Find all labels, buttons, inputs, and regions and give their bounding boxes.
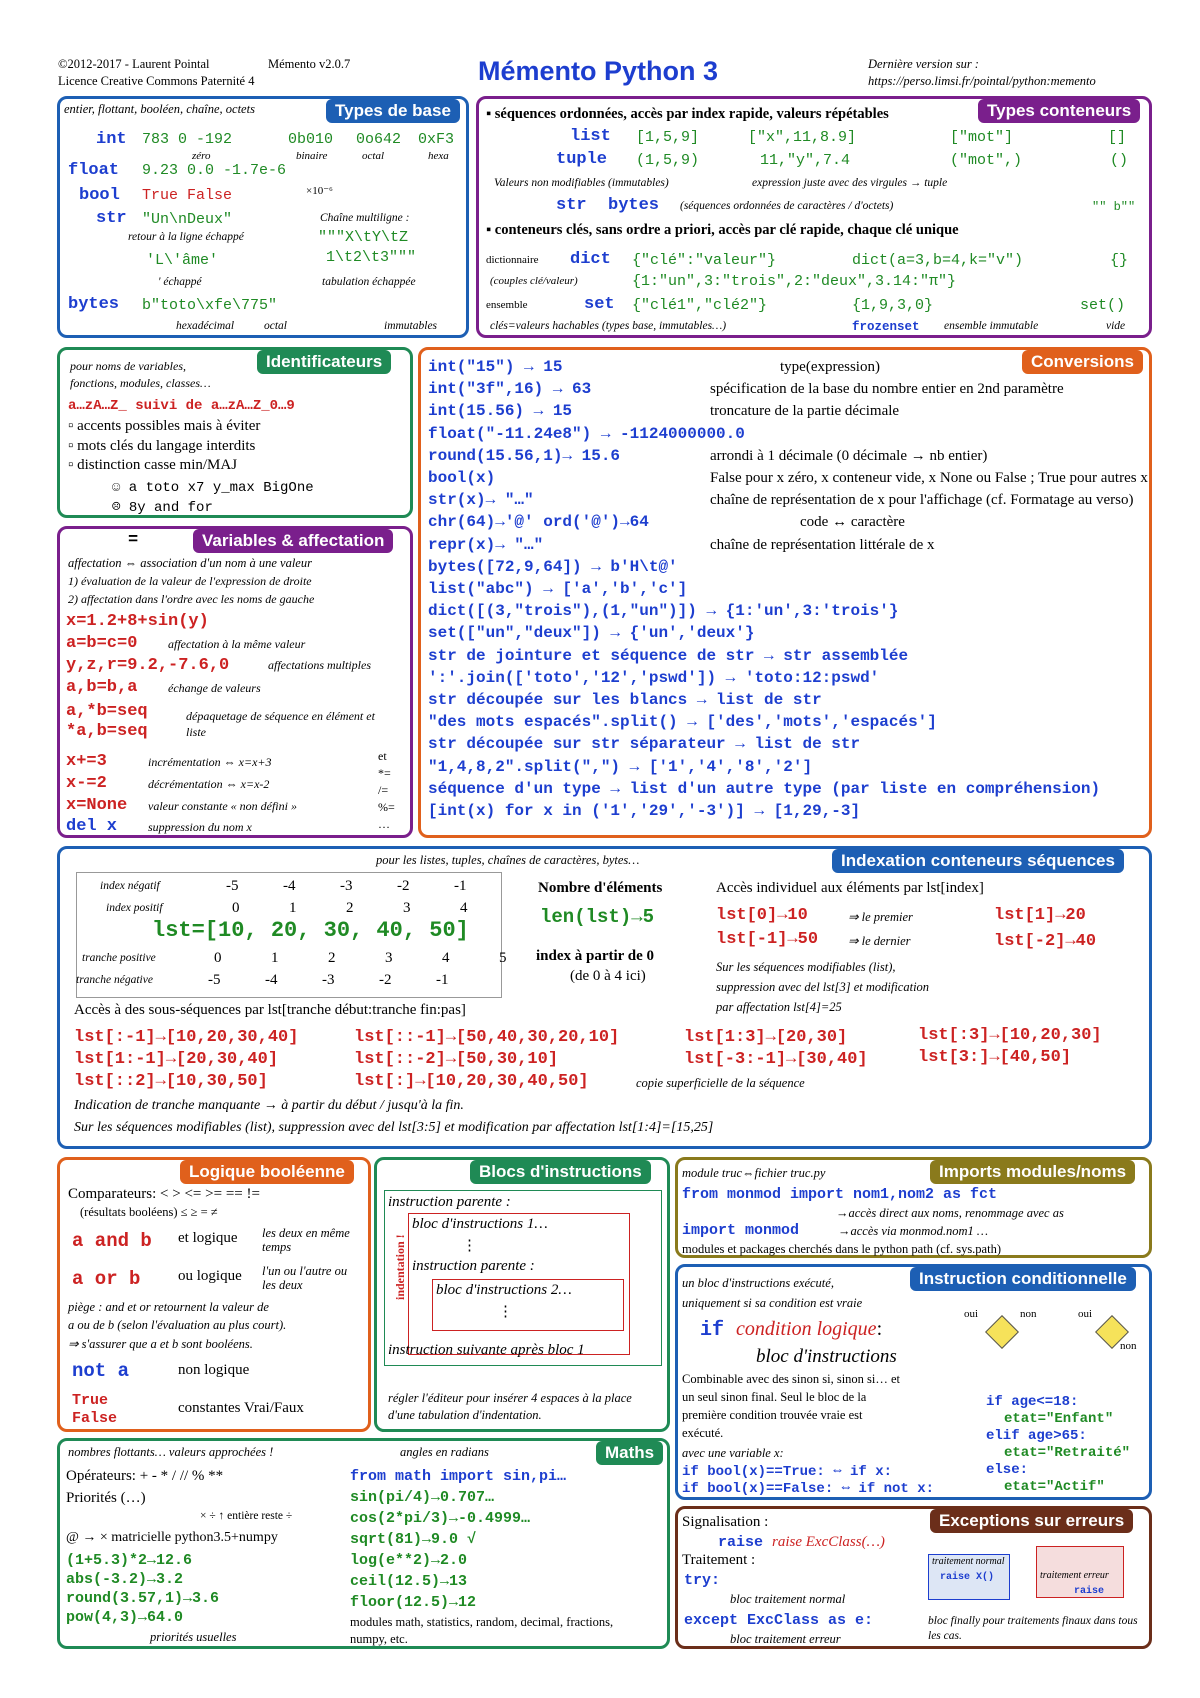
cond-variable-note: avec une variable x: — [682, 1446, 784, 1460]
division-note: × ÷ ↑ entière reste ÷ — [200, 1510, 293, 1522]
math-cos: cos(2*pi/3)→-0.4999… — [350, 1510, 531, 1527]
conversion-code-19: séquence d'un type → list d'un autre type (par liste en compréhension) — [428, 779, 1101, 798]
cond-note-2: uniquement si sa condition est vraie — [682, 1296, 863, 1310]
comparators-results: (résultats booléens) ≤ ≥ = ≠ — [80, 1205, 218, 1219]
int-binary: 0b010 — [288, 131, 334, 148]
dict-example-1: {"clé":"valeur"} — [632, 252, 777, 269]
frozenset-note: ensemble immutable — [944, 320, 1039, 332]
multiline-value-1: """X\tY\tZ — [318, 229, 409, 246]
math-modules: modules math, statistics, random, decimal, fractions, numpy, etc. — [350, 1615, 614, 1646]
types-conteneurs-title: Types conteneurs — [978, 99, 1140, 123]
pos-row-cell-1: 1 — [289, 900, 297, 916]
var-code-8: x-=2 — [66, 774, 107, 793]
flow-yes-1: oui — [964, 1308, 979, 1320]
cond-false-equiv: if bool(x)==False: ⇔ if not x: — [682, 1481, 935, 1497]
import-from: from monmod import nom1,nom2 as fct — [682, 1186, 998, 1203]
example-if: if age<=18: — [986, 1394, 1079, 1410]
conversion-code-8: repr(x)→ "…" — [428, 535, 544, 554]
blocs-title: Blocs d'instructions — [470, 1160, 651, 1184]
negative-slice-label: tranche négative — [76, 974, 153, 986]
example-retired: etat="Retraité" — [1004, 1445, 1131, 1461]
cond-true-equiv: if bool(x)==True: ⇔ if x: — [682, 1464, 893, 1480]
conversion-note-7: code ↔ caractère — [800, 514, 905, 531]
editor-tip: régler l'éditeur pour insérer 4 espaces à la place d'une tabulation d'indentation. — [388, 1391, 632, 1422]
dict-example-2: dict(a=3,b=4,k="v") — [852, 252, 1024, 269]
non-modifiable-note: Valeurs non modifiables (immutables) — [494, 177, 669, 189]
multiline-note: tabulation échappée — [322, 276, 416, 288]
missing-slice-note: Indication de tranche manquante → à partir du début / jusqu'à la fin. — [74, 1098, 464, 1113]
set-example-1: {"clé1","clé2"} — [632, 297, 768, 314]
neg-row-cell-4: -1 — [454, 878, 467, 894]
bytes-value: b"toto\xfe\775" — [142, 297, 278, 314]
block-2: bloc d'instructions 2… — [436, 1282, 572, 1298]
conversion-code-5: bool(x) — [428, 469, 496, 487]
tuple-expression-note: expression juste avec des virgules → tuple — [752, 177, 948, 189]
label-zero: zéro — [192, 150, 211, 162]
label-octal: octal — [362, 150, 384, 162]
int-values: 783 0 -192 — [142, 131, 233, 148]
slice-4: lst[:3]→[10,20,30] — [918, 1026, 1102, 1045]
logique-title: Logique booléenne — [180, 1160, 354, 1184]
var-note-del: suppression du nom x — [148, 820, 252, 834]
slice-10: lst[:]→[10,20,30,40,50] — [354, 1072, 589, 1091]
conversion-code-6: str(x)→ "…" — [428, 491, 534, 510]
list-example-2: ["x",11,8.9] — [748, 129, 857, 146]
access-last: lst[-1]→50 — [716, 930, 819, 949]
types-base-title: Types de base — [326, 99, 460, 123]
var-note-3: 2) affectation dans l'ordre avec les noms de gauche — [68, 592, 315, 606]
cond-combine-2: un seul sinon final. Seul le bloc de la — [682, 1390, 867, 1404]
str-value-1: "Un\nDeux" — [142, 211, 233, 228]
len-example: len(lst)→5 — [540, 906, 655, 928]
bytes-container-keyword: bytes — [608, 196, 660, 215]
trap-note-2: a ou de b (selon l'évaluation au plus court). — [68, 1318, 287, 1332]
var-code-10: del x — [66, 817, 118, 836]
int-keyword: int — [96, 130, 127, 149]
conversion-code-2: int(15.56) → 15 — [428, 402, 573, 421]
conversion-note-4: arrondi à 1 décimale (0 décimale → nb entier) — [710, 447, 988, 464]
count-heading: Nombre d'éléments — [538, 880, 663, 896]
var-code-7: x+=3 — [66, 752, 107, 771]
next-instruction: instruction suivante après bloc 1 — [388, 1342, 585, 1358]
ident-rule: a…zA…Z_ suivi de a…zA…Z_0…9 — [68, 398, 295, 414]
latest-url[interactable]: https://perso.limsi.fr/pointal/python:memento — [868, 74, 1096, 88]
tp-row-cell-4: 4 — [442, 950, 450, 966]
matmul-note: @ → × matricielle python3.5+numpy — [66, 1530, 278, 1545]
sequences-heading: ▪ séquences ordonnées, accès par index rapide, valeurs répétables — [486, 106, 889, 122]
tuple-example-1: (1,5,9) — [636, 152, 700, 169]
float-approx-note: nombres flottants… valeurs approchées ! — [68, 1445, 274, 1459]
comparators: Comparateurs: < > <= >= == != — [68, 1186, 260, 1202]
and-example: a and b — [72, 1230, 152, 1252]
constants-label: constantes Vrai/Faux — [178, 1400, 304, 1416]
flow-yes-2: oui — [1078, 1308, 1093, 1320]
conversion-note-5: False pour x zéro, x conteneur vide, x None ou False ; True pour autres x — [710, 470, 1148, 486]
math-import: from math import sin,pi… — [350, 1468, 567, 1485]
bytes-keyword: bytes — [68, 295, 120, 314]
radians-note: angles en radians — [400, 1445, 489, 1459]
cond-combine-3: première condition trouvée vraie est — [682, 1408, 863, 1422]
mutable-slice-note: Sur les séquences modifiables (list), suppression avec del lst[3:5] et modification par affectation lst[1:4]=[15,25] — [74, 1120, 714, 1135]
positive-index-label: index positif — [106, 902, 163, 914]
float-values: 9.23 0.0 -1.7e-6 — [142, 162, 287, 179]
var-note-same-value: affectation à la même valeur — [168, 637, 306, 651]
ident-rule-accents: ▫ accents possibles mais à éviter — [68, 418, 261, 434]
int-hexa: 0xF3 — [418, 131, 455, 148]
set-example-3: set() — [1080, 297, 1126, 314]
neg-row-cell-2: -3 — [340, 878, 353, 894]
bytes-note-oct: octal — [264, 320, 287, 332]
flow-no-2: non — [1120, 1340, 1137, 1352]
conversion-code-20: [int(x) for x in ('1','29','-3')] → [1,29,-3] — [428, 802, 861, 820]
subsequence-heading: Accès à des sous-séquences par lst[tranche début:tranche fin:pas] — [74, 1002, 466, 1018]
str-container-keyword: str — [556, 196, 587, 215]
indexation-note: pour les listes, tuples, chaînes de caractères, bytes… — [376, 853, 640, 867]
math-example-3: round(3.57,1)→3.6 — [66, 1590, 220, 1607]
math-sin: sin(pi/4)→0.707… — [350, 1489, 495, 1506]
keys-heading: ▪ conteneurs clés, sans ordre a priori, accès par clé rapide, chaque clé unique — [486, 222, 959, 238]
true-constant: True — [72, 1392, 109, 1409]
access-last-note: ⇒ le dernier — [848, 934, 911, 948]
conversion-code-18: "1,4,8,2".split(",") → ['1','4','8','2'] — [428, 757, 813, 776]
example-elif: elif age>65: — [986, 1428, 1087, 1444]
bool-keyword: bool — [79, 186, 120, 205]
neg-row-cell-1: -4 — [283, 878, 296, 894]
tn-row-cell-0: -5 — [208, 972, 221, 988]
conversion-code-17: str découpée sur str séparateur → list de str — [428, 735, 861, 754]
hashable-note: clés=valeurs hachables (types base, immutables…) — [490, 320, 727, 332]
mutable-note-2: suppression avec del lst[3] et modification — [716, 980, 930, 994]
slice-copy-note: copie superficielle de la séquence — [636, 1076, 805, 1090]
try-keyword: try: — [684, 1572, 721, 1589]
tuple-example-4: () — [1110, 152, 1129, 169]
if-syntax: if condition logique: — [700, 1318, 883, 1342]
conversion-code-14: ':'.join(['toto','12','pswd']) → 'toto:12:pswd' — [428, 668, 880, 687]
lst-definition: lst=[10, 20, 30, 40, 50] — [152, 918, 469, 943]
bytes-note-hex: hexadécimal — [176, 320, 235, 332]
tp-row-cell-5: 5 — [499, 950, 507, 966]
mutable-note-3: par affectation lst[4]=25 — [716, 1000, 842, 1014]
tn-row-cell-1: -4 — [265, 972, 278, 988]
list-keyword: list — [570, 127, 611, 146]
false-constant: False — [72, 1410, 118, 1427]
pos-row-cell-3: 3 — [403, 900, 411, 916]
conversion-note-1: spécification de la base du nombre entier en 2nd paramètre — [710, 381, 1064, 398]
str-value-2: 'L\'âme' — [146, 252, 219, 269]
list-example-3: ["mot"] — [950, 129, 1014, 146]
conversion-note-6: chaîne de représentation de x pour l'affichage (cf. Formatage au verso) — [710, 492, 1134, 509]
str-note-2: ' échappé — [158, 276, 202, 288]
trap-note-3: ⇒ s'assurer que a et b sont booléens. — [68, 1337, 253, 1351]
import-module-note: →accès via monmod.nom1 … — [838, 1224, 988, 1238]
error-block: bloc traitement erreur — [730, 1632, 841, 1646]
access-first: lst[0]→10 — [716, 906, 808, 925]
python-path-note: modules et packages cherchés dans le python path (cf. sys.path) — [682, 1242, 1001, 1256]
licence: Licence Creative Commons Paternité 4 — [58, 74, 255, 88]
raise-syntax: raise raise ExcClass(…) — [718, 1534, 885, 1551]
var-code-9: x=None — [66, 796, 128, 815]
set-keyword: set — [584, 295, 615, 314]
types-base-note: entier, flottant, booléen, chaîne, octets — [64, 102, 255, 116]
maths-title: Maths — [596, 1441, 663, 1465]
var-code-3: y,z,r=9.2,-7.6,0 — [66, 656, 230, 675]
ident-bad-examples: ☹ 8y and for — [112, 500, 213, 516]
ident-good-examples: ☺ a toto x7 y_max BigOne — [112, 480, 314, 496]
slice-3: lst[1:3]→[20,30] — [684, 1028, 848, 1047]
or-example: a or b — [72, 1268, 141, 1290]
page-title: Mémento Python 3 — [478, 56, 719, 86]
conversion-code-16: "des mots espacés".split() → ['des','mots','espacés'] — [428, 713, 937, 732]
conversion-note-2: troncature de la partie décimale — [710, 403, 900, 420]
frozenset-keyword: frozenset — [852, 320, 920, 334]
math-sqrt: sqrt(81)→9.0 √ — [350, 1531, 477, 1548]
var-code-6: *a,b=seq — [66, 722, 148, 741]
slice-1: lst[:-1]→[10,20,30,40] — [74, 1028, 299, 1047]
or-note: l'un ou l'autre ou les deux — [262, 1264, 348, 1292]
diagram-raise-2: raise — [1074, 1586, 1105, 1597]
tp-row-cell-1: 1 — [271, 950, 279, 966]
var-code-2: a=b=c=0 — [66, 634, 138, 653]
conversion-code-4: round(15.56,1)→ 15.6 — [428, 446, 621, 465]
tuple-example-2: 11,"y",7.4 — [760, 152, 851, 169]
var-note-swap: échange de valeurs — [168, 681, 261, 695]
normal-block: bloc traitement normal — [730, 1592, 846, 1606]
not-label: non logique — [178, 1362, 250, 1378]
block-1-ellipsis: ⋮ — [462, 1238, 477, 1254]
conditionnelle-title: Instruction conditionnelle — [910, 1267, 1136, 1291]
slice-6: lst[::-2]→[50,30,10] — [354, 1050, 559, 1069]
var-code-4: a,b=b,a — [66, 678, 138, 697]
block-2-ellipsis: ⋮ — [498, 1304, 513, 1320]
conversion-code-1: int("3f",16) → 63 — [428, 380, 592, 399]
label-hexa: hexa — [428, 150, 449, 162]
tp-row-cell-3: 3 — [385, 950, 393, 966]
import-module: import monmod — [682, 1222, 800, 1239]
conversion-note-8: chaîne de représentation littérale de x — [710, 536, 935, 553]
conversion-code-9: bytes([72,9,64]) → b'H\t@' — [428, 557, 678, 576]
slice-7: lst[-3:-1]→[30,40] — [684, 1050, 868, 1069]
multiline-value-2: 1\t2\t3""" — [326, 249, 417, 266]
cond-combine-4: exécuté. — [682, 1426, 724, 1440]
math-example-1: (1+5.3)*2→12.6 — [66, 1552, 193, 1569]
var-note-2: 1) évaluation de la valeur de l'expression de droite — [68, 574, 312, 588]
index-range-note: (de 0 à 4 ici) — [570, 968, 646, 984]
operators: Opérateurs: + - * / // % ** — [66, 1468, 224, 1484]
dict-example-4: {1:"un",3:"trois",2:"deux",3.14:"π"} — [632, 273, 957, 290]
ident-rule-case: ▫ distinction casse min/MAJ — [68, 457, 238, 473]
example-active: etat="Actif" — [1004, 1479, 1105, 1495]
var-code-1: x=1.2+8+sin(y) — [66, 612, 209, 631]
diagram-normal-label: traitement normal — [932, 1556, 1005, 1567]
copyright: ©2012-2017 - Laurent Pointal — [58, 57, 210, 71]
example-else: else: — [986, 1462, 1029, 1478]
access-second-last: lst[-2]→40 — [994, 932, 1097, 951]
indentation-label: indentation ! — [393, 1234, 407, 1300]
list-example-1: [1,5,9] — [636, 129, 700, 146]
flow-no-1: non — [1020, 1308, 1037, 1320]
index-from-zero: index à partir de 0 — [536, 948, 655, 964]
individual-access-heading: Accès individuel aux éléments par lst[index] — [716, 880, 984, 896]
access-second: lst[1]→20 — [994, 906, 1086, 925]
block-1: bloc d'instructions 1… — [412, 1216, 548, 1232]
positive-slice-label: tranche positive — [82, 952, 156, 964]
ident-note-1: pour noms de variables, — [70, 359, 186, 373]
signal-label: Signalisation : — [682, 1514, 769, 1530]
latest-label: Dernière version sur : — [868, 57, 979, 71]
conversion-code-7: chr(64)→'@' ord('@')→64 — [428, 513, 649, 532]
var-note-unpack: dépaquetage de séquence en élément et liste — [186, 709, 375, 739]
or-label: ou logique — [178, 1268, 242, 1284]
slice-8: lst[3:]→[40,50] — [918, 1048, 1072, 1067]
label-binary: binaire — [296, 150, 328, 162]
cond-combine-1: Combinable avec des sinon si, sinon si… et — [682, 1372, 901, 1386]
var-note-1: affectation ⇔ association d'un nom à une valeur — [68, 556, 312, 570]
var-note-incr: incrémentation ⇔ x=x+3 — [148, 755, 272, 769]
usual-priorities: priorités usuelles — [150, 1630, 237, 1644]
tp-row-cell-2: 2 — [328, 950, 336, 966]
conversion-code-15: str découpée sur les blancs → list de str — [428, 691, 822, 709]
and-note: les deux en même temps — [262, 1226, 350, 1254]
list-example-4: [] — [1108, 129, 1127, 146]
dict-label-2: (couples clé/valeur) — [490, 275, 578, 287]
conversion-code-13: str de jointure et séquence de str → str assemblée — [428, 646, 909, 665]
math-example-4: pow(4,3)→64.0 — [66, 1609, 184, 1626]
math-ceil: ceil(12.5)→13 — [350, 1573, 468, 1590]
tn-row-cell-4: -1 — [436, 972, 449, 988]
assign-operator: = — [128, 531, 139, 550]
diagram-raise: raise X() — [940, 1572, 995, 1583]
float-exp: ×10⁻⁶ — [306, 185, 333, 197]
ident-note-2: fonctions, modules, classes… — [70, 376, 211, 390]
exceptions-title: Exceptions sur erreurs — [930, 1509, 1133, 1533]
str-note-1: retour à la ligne échappé — [128, 231, 244, 243]
dict-example-3: {} — [1110, 252, 1129, 269]
conversion-code-0: int("15") → 15 — [428, 358, 563, 376]
identificateurs-title: Identificateurs — [257, 350, 391, 374]
str-keyword: str — [96, 209, 127, 228]
conversion-note-0: type(expression) — [780, 359, 880, 375]
var-note-none: valeur constante « non défini » — [148, 799, 297, 813]
neg-row-cell-0: -5 — [226, 878, 239, 894]
immutables-note: immutables — [384, 320, 438, 332]
multiline-label: Chaîne multiligne : — [320, 212, 410, 224]
conversion-code-10: list("abc") → ['a','b','c'] — [428, 580, 688, 598]
pos-row-cell-0: 0 — [232, 900, 240, 916]
except-syntax: except ExcClass as e: — [684, 1612, 874, 1629]
conversion-code-3: float("-11.24e8") → -1124000000.0 — [428, 424, 745, 443]
conversions-title: Conversions — [1022, 350, 1143, 374]
tuple-keyword: tuple — [556, 150, 608, 169]
access-first-note: ⇒ le premier — [848, 910, 913, 924]
mutable-note-1: Sur les séquences modifiables (list), — [716, 960, 896, 974]
tn-row-cell-3: -2 — [379, 972, 392, 988]
negative-index-label: index négatif — [100, 880, 160, 892]
handle-label: Traitement : — [682, 1552, 756, 1568]
imports-title: Imports modules/noms — [930, 1160, 1135, 1184]
if-block: bloc d'instructions — [756, 1346, 897, 1367]
var-other-operators: et *= /= %= … — [378, 749, 395, 831]
int-octal: 0o642 — [356, 131, 402, 148]
example-child: etat="Enfant" — [1004, 1411, 1114, 1427]
parent-instruction-2: instruction parente : — [412, 1258, 535, 1274]
diagram-error-label: traitement erreur — [1040, 1570, 1109, 1581]
tn-row-cell-2: -3 — [322, 972, 335, 988]
conversion-code-12: set(["un","deux"]) → {'un','deux'} — [428, 624, 755, 643]
slice-9: lst[::2]→[10,30,50] — [74, 1072, 268, 1091]
indexation-title: Indexation conteneurs séquences — [832, 849, 1124, 873]
not-example: not a — [72, 1360, 130, 1382]
version: Mémento v2.0.7 — [268, 57, 351, 71]
tuple-example-3: ("mot",) — [950, 152, 1023, 169]
var-note-multiple: affectations multiples — [268, 658, 371, 672]
parent-instruction-1: instruction parente : — [388, 1194, 511, 1210]
dict-keyword: dict — [570, 250, 611, 269]
neg-row-cell-3: -2 — [397, 878, 410, 894]
cond-note-1: un bloc d'instructions exécuté, — [682, 1276, 834, 1290]
str-bytes-note: (séquences ordonnées de caractères / d'octets) — [680, 200, 894, 212]
math-floor: floor(12.5)→12 — [350, 1594, 477, 1611]
math-example-2: abs(-3.2)→3.2 — [66, 1571, 184, 1588]
and-label: et logique — [178, 1230, 238, 1246]
var-code-5: a,*b=seq — [66, 702, 148, 721]
tp-row-cell-0: 0 — [214, 950, 222, 966]
import-from-note: →accès direct aux noms, renommage avec as — [836, 1206, 1064, 1220]
import-module-file: module truc⇔fichier truc.py — [682, 1166, 826, 1180]
math-log: log(e**2)→2.0 — [350, 1552, 468, 1569]
slice-5: lst[1:-1]→[20,30,40] — [74, 1050, 279, 1069]
variables-title: Variables & affectation — [193, 529, 393, 553]
bool-values: True False — [142, 187, 233, 204]
priorities: Priorités (…) — [66, 1490, 146, 1506]
set-label: ensemble — [486, 299, 528, 311]
dict-label: dictionnaire — [486, 254, 539, 266]
conversion-code-11: dict([(3,"trois"),(1,"un")]) → {1:'un',3:'trois'} — [428, 602, 899, 621]
float-keyword: float — [68, 161, 120, 180]
set-example-2: {1,9,3,0} — [852, 297, 934, 314]
pos-row-cell-4: 4 — [460, 900, 468, 916]
empty-label: vide — [1106, 320, 1126, 332]
slice-2: lst[::-1]→[50,40,30,20,10] — [354, 1028, 620, 1047]
trap-note-1: piège : and et or retournent la valeur de — [68, 1300, 269, 1314]
var-note-decr: décrémentation ⇔ x=x-2 — [148, 777, 270, 791]
str-bytes-empty: "" b"" — [1092, 200, 1136, 214]
ident-rule-keywords: ▫ mots clés du langage interdits — [68, 438, 256, 454]
pos-row-cell-2: 2 — [346, 900, 354, 916]
finally-note: bloc finally pour traitements finaux dans tous les cas. — [928, 1615, 1138, 1642]
